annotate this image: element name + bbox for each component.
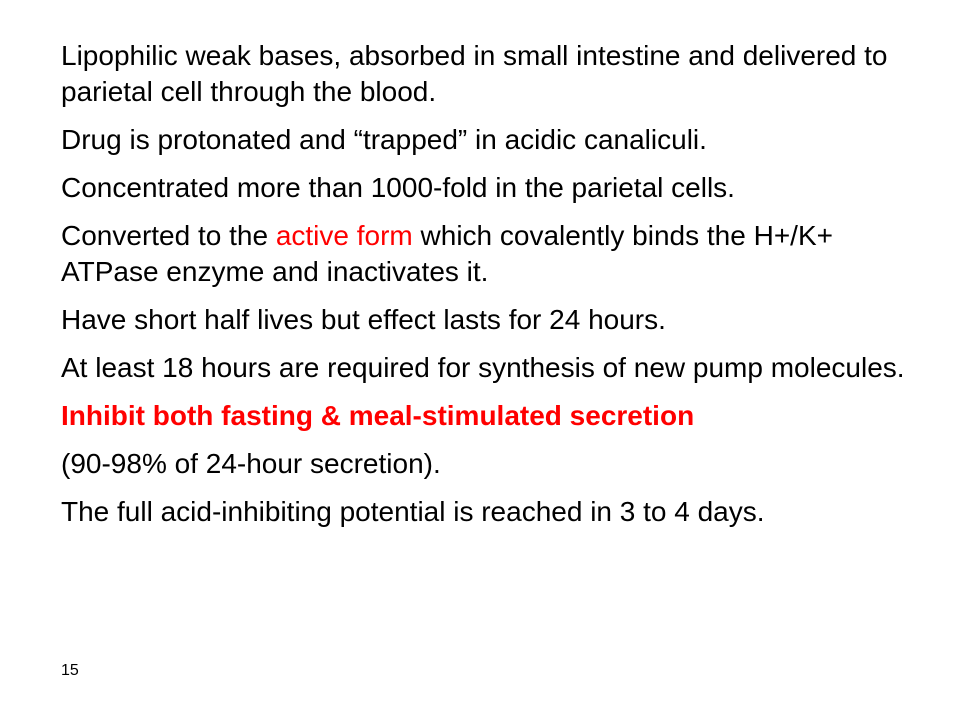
- paragraph-inhibition-emphasis: Inhibit both fasting & meal-stimulated secretion: [61, 400, 695, 431]
- slide-body: [61, 38, 921, 542]
- paragraph-concentration: Concentrated more than 1000-fold in the parietal cells.: [61, 172, 735, 203]
- paragraph-half-life: Have short half lives but effect lasts for 24 hours.: [61, 304, 666, 335]
- paragraph-protonation: Drug is protonated and “trapped” in acidic canaliculi.: [61, 124, 707, 155]
- paragraph-activation: [61, 218, 921, 290]
- page-number: 15: [61, 662, 79, 679]
- paragraph-absorption: Lipophilic weak bases, absorbed in small intestine and delivered to parietal cell through the blood.: [61, 40, 888, 107]
- active-form-highlight: active form: [275, 220, 413, 251]
- activation-text-before: Converted to the: [61, 220, 276, 251]
- paragraph-full-potential: The full acid-inhibiting potential is reached in 3 to 4 days.: [61, 496, 765, 527]
- paragraph-secretion-percentage: (90-98% of 24-hour secretion).: [61, 448, 441, 479]
- activation-text-after: which covalently binds the H+/K+ ATPase enzyme and inactivates it.: [61, 220, 833, 287]
- paragraph-synthesis: At least 18 hours are required for synthesis of new pump molecules.: [61, 352, 905, 383]
